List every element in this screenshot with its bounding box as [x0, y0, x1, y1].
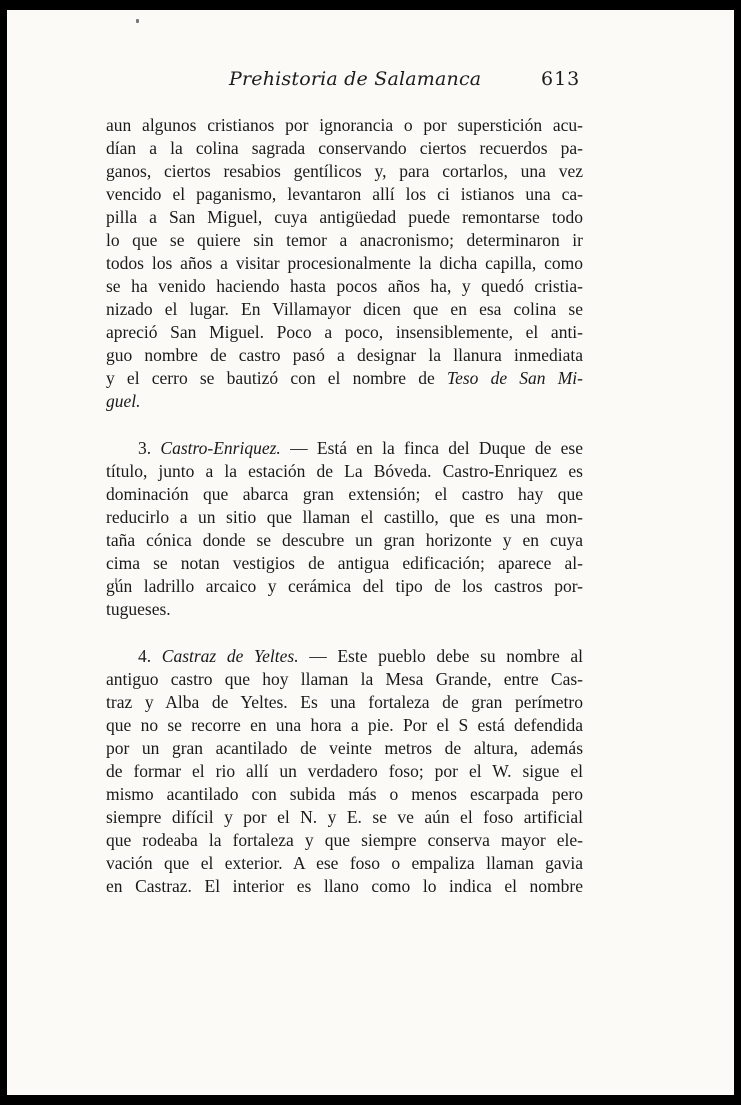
text-line: tugueses. [106, 599, 171, 619]
running-title: Prehistoria de Salamanca [229, 68, 482, 90]
text-line [106, 437, 583, 460]
text-line: dominación que abarca gran extensión; el castro hay que [106, 484, 583, 504]
italic-term: guel. [106, 391, 141, 411]
text-line: nizado el lugar. En Villamayor dicen que en esa colina se [106, 299, 583, 319]
text-line: en Castraz. El interior es llano como lo indica el nombre [106, 876, 583, 896]
paragraph-gap [106, 621, 583, 645]
text-line: vencido el paganismo, levantaron allí los ci istianos una ca- [106, 184, 583, 204]
ink-speck [136, 19, 139, 23]
text-line [106, 645, 583, 668]
text-line: que no se recorre en una hora a pie. Por el S está defendida [106, 715, 583, 735]
page-number: 613 [541, 68, 581, 90]
text-line: todos los años a visitar procesionalmente la dicha capilla, como [106, 253, 583, 273]
text-line: reducirlo a un sitio que llaman el castillo, que es una mon- [106, 507, 583, 527]
section-number: 3. [138, 438, 152, 458]
section-title: Castraz de Yeltes. [161, 646, 299, 666]
text-line: vación que el exterior. A ese foso o empaliza llaman gavia [106, 853, 583, 873]
paragraph-gap [106, 413, 583, 437]
text-line: gún ladrillo arcaico y cerámica del tipo de los castros por- [106, 576, 583, 596]
paragraph [106, 645, 583, 898]
body-text [106, 114, 583, 898]
text-line: aun algunos cristianos por ignorancia o por superstición acu- [106, 115, 583, 135]
section-number: 4. [138, 646, 152, 666]
text-line: se ha venido haciendo hasta pocos años ha, y quedó cristia- [106, 276, 583, 296]
text-line: por un gran acantilado de veinte metros de altura, además [106, 738, 583, 758]
text-line: pilla a San Miguel, cuya antigüedad puede remontarse todo [106, 207, 583, 227]
page-header [7, 68, 734, 96]
text-line: cima se notan vestigios de antigua edificación; aparece al- [106, 553, 583, 573]
text-line: taña cónica donde se descubre un gran horizonte y en cuya [106, 530, 583, 550]
book-page [7, 10, 734, 1095]
paragraph [106, 114, 583, 413]
text-line: título, junto a la estación de La Bóveda. Castro-Enriquez es [106, 461, 583, 481]
text-segment: — Está en la finca del Duque de ese [290, 438, 583, 458]
text-line: apreció San Miguel. Poco a poco, insensiblemente, el anti- [106, 322, 583, 342]
text-line: dían a la colina sagrada conservando ciertos recuerdos pa- [106, 138, 583, 158]
text-line: siempre difícil y por el N. y E. se ve aún el foso artificial [106, 807, 583, 827]
text-segment: — Este pueblo debe su nombre al [309, 646, 583, 666]
text-line: guo nombre de castro pasó a designar la llanura inmediata [106, 345, 583, 365]
text-line: mismo acantilado con subida más o menos escarpada pero [106, 784, 583, 804]
paragraph [106, 437, 583, 621]
text-line: traz y Alba de Yeltes. Es una fortaleza de gran perímetro [106, 692, 583, 712]
text-line: que rodeaba la fortaleza y que siempre conserva mayor ele- [106, 830, 583, 850]
text-segment: y el cerro se bautizó con el nombre de [106, 368, 447, 388]
text-line [106, 367, 583, 390]
section-title: Castro-Enriquez. [160, 438, 281, 458]
italic-term: Teso de San Mi- [446, 368, 583, 388]
text-line: lo que se quiere sin temor a anacronismo; determinaron ir [106, 230, 583, 250]
text-line: ganos, ciertos resabios gentílicos y, para cortarlos, una vez [106, 161, 583, 181]
text-line: antiguo castro que hoy llaman la Mesa Grande, entre Cas- [106, 669, 583, 689]
text-line: de formar el rio allí un verdadero foso; por el W. sigue el [106, 761, 583, 781]
text-line [106, 390, 583, 413]
